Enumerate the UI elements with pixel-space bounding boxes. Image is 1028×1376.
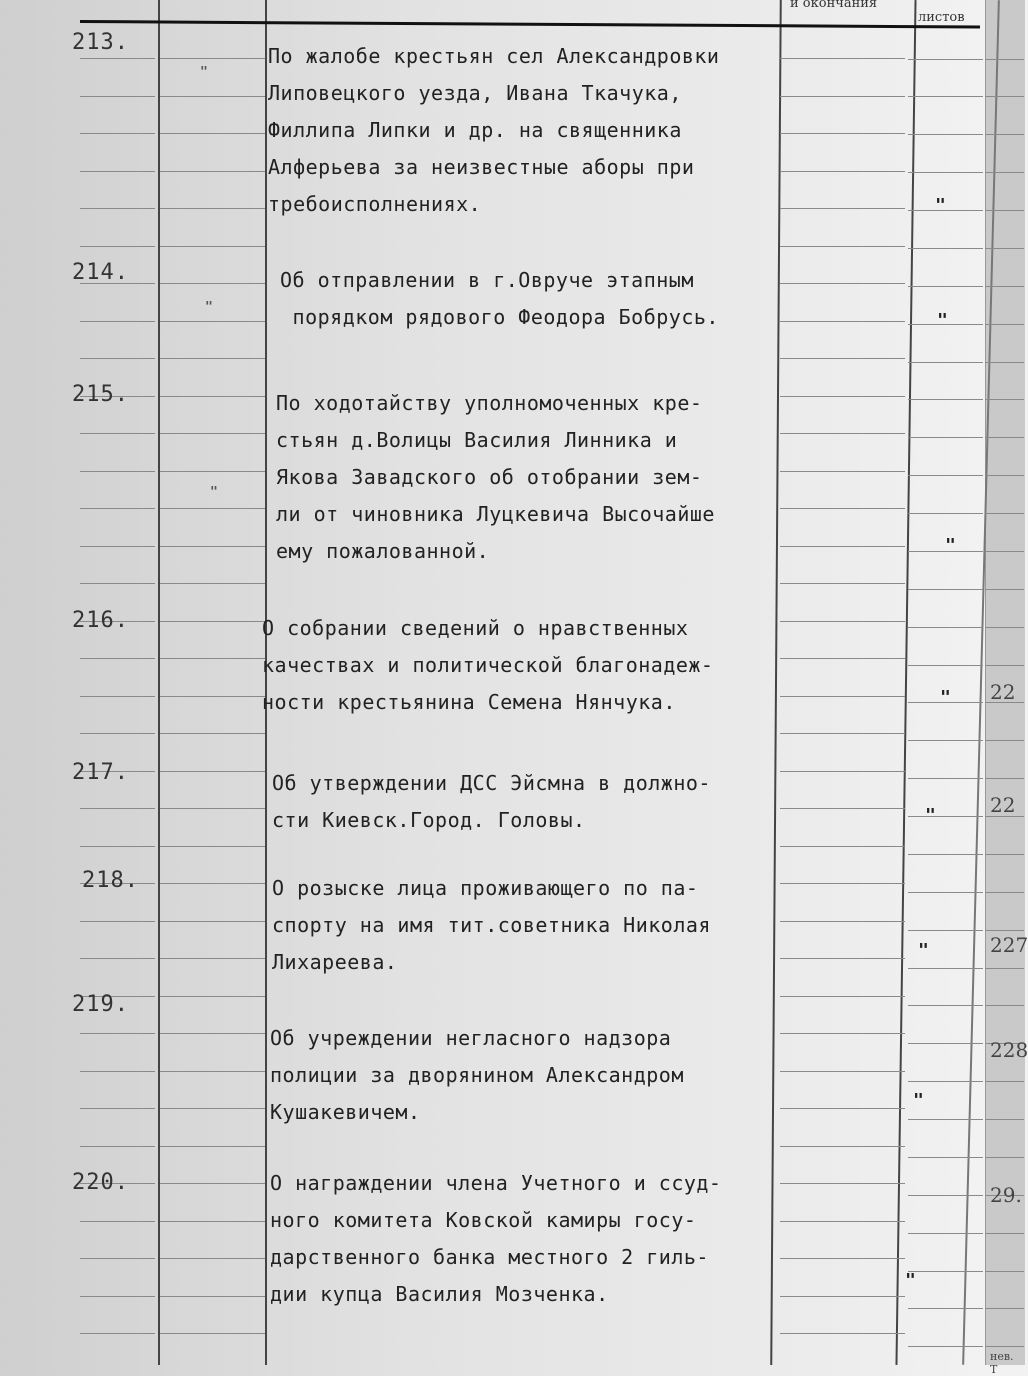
ditto-mark: " — [913, 1090, 924, 1111]
ruled-line — [160, 1108, 265, 1109]
entry-text: Об отправлении в г.Овруче этапным порядком рядового Феодора Бобрусь. — [280, 268, 719, 329]
ruled-line — [908, 665, 983, 666]
ruled-line — [985, 778, 1024, 779]
ruled-line — [780, 883, 905, 884]
ruled-line — [160, 433, 265, 434]
ruled-line — [80, 958, 155, 959]
ruled-line — [985, 930, 1024, 931]
header-end-date: и окончания — [790, 0, 878, 11]
ditto-mark: " — [935, 195, 946, 216]
margin-number: 228 — [990, 1038, 1028, 1062]
ruled-line — [80, 133, 155, 134]
ruled-line — [80, 583, 155, 584]
ruled-line — [908, 968, 983, 969]
ditto-mark: " — [925, 805, 936, 826]
ditto-mark: " — [937, 310, 948, 331]
ruled-line — [908, 589, 983, 590]
ruled-line — [80, 696, 155, 697]
entry-number: 219. — [72, 992, 129, 1017]
ruled-line — [80, 321, 155, 322]
entry-text: По жалобе крестьян сел Александровки Липовецкого уезда, Ивана Ткачука, Филлипа Липки и др. на священника Алферьева за неизвестные аборы при требоисполнениях. — [268, 44, 720, 216]
ruled-line — [908, 627, 983, 628]
ruled-line — [160, 1221, 265, 1222]
margin-number: нев. Т — [990, 1350, 1014, 1376]
ruled-line — [908, 475, 983, 476]
ruled-line — [780, 208, 905, 209]
ruled-line — [780, 321, 905, 322]
ruled-line — [908, 96, 983, 97]
ruled-line — [160, 1296, 265, 1297]
ruled-line — [985, 96, 1024, 97]
ruled-line — [908, 172, 983, 173]
margin-number: 227 — [990, 933, 1028, 957]
margin-number: 22 — [990, 680, 1016, 704]
ruled-line — [780, 471, 905, 472]
ruled-line — [780, 283, 905, 284]
ruled-line — [985, 892, 1024, 893]
ruled-line — [780, 133, 905, 134]
ruled-line — [160, 396, 265, 397]
ruled-line — [985, 1005, 1024, 1006]
ruled-line — [985, 437, 1024, 438]
ruled-line — [985, 399, 1024, 400]
ruled-line — [160, 921, 265, 922]
ruled-line — [160, 958, 265, 959]
ruled-line — [985, 968, 1024, 969]
ruled-line — [80, 1033, 155, 1034]
ruled-line — [908, 513, 983, 514]
ruled-line — [985, 324, 1024, 325]
ruled-line — [780, 1033, 905, 1034]
ruled-line — [780, 171, 905, 172]
ruled-line — [160, 1146, 265, 1147]
ruled-line — [780, 1296, 905, 1297]
ruled-line — [780, 1146, 905, 1147]
ruled-line — [80, 1221, 155, 1222]
column-divider — [770, 0, 782, 1365]
ruled-line — [908, 399, 983, 400]
margin-number: 29. — [990, 1183, 1022, 1207]
ruled-line — [80, 508, 155, 509]
ruled-line — [985, 589, 1024, 590]
ruled-line — [160, 846, 265, 847]
ruled-line — [908, 1081, 983, 1082]
ruled-line — [985, 513, 1024, 514]
ruled-line — [80, 1146, 155, 1147]
column-divider — [158, 0, 160, 1365]
ruled-line — [160, 1033, 265, 1034]
ruled-line — [780, 771, 905, 772]
entry-number: 220. — [72, 1170, 129, 1195]
ruled-line — [985, 627, 1024, 628]
ruled-line — [908, 1195, 983, 1196]
ditto-mark: " — [905, 1270, 916, 1291]
ruled-line — [780, 1071, 905, 1072]
ruled-line — [160, 133, 265, 134]
ruled-line — [985, 172, 1024, 173]
ruled-line — [908, 1005, 983, 1006]
ruled-line — [80, 58, 155, 59]
margin-number: 22 — [990, 793, 1016, 817]
ruled-line — [908, 1043, 983, 1044]
ruled-line — [908, 286, 983, 287]
ruled-line — [985, 1157, 1024, 1158]
ruled-line — [908, 248, 983, 249]
entry-number: 215. — [72, 382, 129, 407]
entry-number: 217. — [72, 760, 129, 785]
ditto-mark: " — [945, 535, 956, 556]
entry-text: О собрании сведений о нравственных качествах и политической благонадеж- ности крестьянина Семена Нянчука. — [262, 616, 714, 714]
ruled-line — [80, 1258, 155, 1259]
ruled-line — [908, 778, 983, 779]
ditto-mark: " — [918, 940, 929, 961]
ruled-line — [80, 246, 155, 247]
ruled-line — [160, 733, 265, 734]
ruled-line — [160, 621, 265, 622]
entry-text: Об учреждении негласного надзора полиции за дворянином Александром Кушакевичем. — [270, 1026, 684, 1124]
entry-text: О розыске лица проживающего по па- спорту на имя тит.советника Николая Лихареева. — [272, 876, 711, 974]
ruled-line — [780, 846, 905, 847]
ruled-line — [780, 658, 905, 659]
ruled-line — [160, 471, 265, 472]
entry-number: 214. — [72, 260, 129, 285]
ruled-line — [160, 546, 265, 547]
ruled-line — [160, 58, 265, 59]
ruled-line — [80, 1108, 155, 1109]
ruled-line — [160, 583, 265, 584]
ruled-line — [780, 808, 905, 809]
ruled-line — [780, 1183, 905, 1184]
header-sheets: листов — [918, 10, 965, 25]
ruled-line — [780, 96, 905, 97]
col2-ditto-mark: " — [205, 300, 213, 315]
entry-number: 218. — [82, 868, 139, 893]
ruled-line — [160, 246, 265, 247]
ruled-line — [908, 1346, 983, 1347]
ruled-line — [780, 1108, 905, 1109]
ruled-line — [985, 1081, 1024, 1082]
ruled-line — [80, 921, 155, 922]
ruled-line — [80, 846, 155, 847]
ruled-line — [160, 1333, 265, 1334]
ruled-line — [780, 246, 905, 247]
ruled-line — [160, 771, 265, 772]
ruled-line — [780, 921, 905, 922]
ruled-line — [908, 1157, 983, 1158]
ruled-line — [160, 808, 265, 809]
ruled-line — [985, 1271, 1024, 1272]
ruled-line — [908, 362, 983, 363]
ruled-line — [780, 696, 905, 697]
ruled-line — [985, 1233, 1024, 1234]
ruled-line — [80, 96, 155, 97]
ruled-line — [160, 658, 265, 659]
ruled-line — [908, 134, 983, 135]
ruled-line — [908, 930, 983, 931]
ruled-line — [80, 358, 155, 359]
ruled-line — [780, 396, 905, 397]
ruled-line — [908, 892, 983, 893]
ruled-line — [80, 471, 155, 472]
ruled-line — [80, 1333, 155, 1334]
ruled-line — [985, 740, 1024, 741]
ruled-line — [780, 621, 905, 622]
ruled-line — [160, 696, 265, 697]
ruled-line — [985, 286, 1024, 287]
entry-text: Об утверждении ДСС Эйсмна в должно- сти Киевск.Город. Головы. — [272, 771, 711, 832]
ruled-line — [780, 1221, 905, 1222]
ruled-line — [985, 134, 1024, 135]
ruled-line — [780, 958, 905, 959]
ruled-line — [985, 59, 1024, 60]
ruled-line — [908, 854, 983, 855]
ruled-line — [80, 1296, 155, 1297]
ruled-line — [80, 658, 155, 659]
ditto-mark: " — [940, 687, 951, 708]
ruled-line — [160, 1071, 265, 1072]
ruled-line — [160, 321, 265, 322]
ruled-line — [160, 883, 265, 884]
ruled-line — [985, 362, 1024, 363]
ruled-line — [80, 808, 155, 809]
ruled-line — [985, 210, 1024, 211]
ruled-line — [160, 208, 265, 209]
ruled-line — [780, 508, 905, 509]
ruled-line — [908, 1308, 983, 1309]
ruled-line — [160, 171, 265, 172]
header-rule — [80, 20, 980, 28]
col2-ditto-mark: " — [200, 65, 208, 80]
ruled-line — [780, 583, 905, 584]
ruled-line — [160, 1258, 265, 1259]
ruled-line — [780, 433, 905, 434]
ruled-line — [908, 740, 983, 741]
ruled-line — [985, 1308, 1024, 1309]
ruled-line — [985, 551, 1024, 552]
ruled-line — [160, 1183, 265, 1184]
ruled-line — [985, 475, 1024, 476]
ruled-line — [908, 59, 983, 60]
column-divider — [895, 0, 916, 1365]
entry-number: 216. — [72, 608, 129, 633]
ruled-line — [780, 546, 905, 547]
ruled-line — [160, 96, 265, 97]
ruled-line — [160, 283, 265, 284]
ruled-line — [80, 171, 155, 172]
ruled-line — [985, 1346, 1024, 1347]
ruled-line — [780, 733, 905, 734]
ruled-line — [985, 248, 1024, 249]
ruled-line — [80, 208, 155, 209]
ruled-line — [780, 1258, 905, 1259]
ruled-line — [160, 358, 265, 359]
ruled-line — [985, 665, 1024, 666]
ruled-line — [80, 733, 155, 734]
ruled-line — [780, 996, 905, 997]
ruled-line — [80, 546, 155, 547]
ruled-line — [985, 1119, 1024, 1120]
ruled-line — [780, 358, 905, 359]
entry-text: По ходотайству уполномоченных кре- стьян д.Волицы Василия Линника и Якова Завадского об отобрании зем- ли от чиновника Луцкевича Высочайше ему пожалованной. — [276, 391, 715, 563]
ruled-line — [160, 996, 265, 997]
ruled-line — [908, 437, 983, 438]
ruled-line — [985, 854, 1024, 855]
entry-text: О награждении члена Учетного и ссуд- ного комитета Ковской камиры госу- дарственного банка местного 2 гиль- дии купца Василия Мозченка. — [270, 1171, 722, 1306]
ruled-line — [160, 508, 265, 509]
ruled-line — [908, 816, 983, 817]
ruled-line — [908, 1233, 983, 1234]
ruled-line — [80, 1071, 155, 1072]
ruled-line — [780, 1333, 905, 1334]
ruled-line — [780, 58, 905, 59]
col2-ditto-mark: " — [210, 485, 218, 500]
ruled-line — [908, 1271, 983, 1272]
entry-number: 213. — [72, 30, 129, 55]
ruled-line — [908, 1119, 983, 1120]
ruled-line — [80, 433, 155, 434]
